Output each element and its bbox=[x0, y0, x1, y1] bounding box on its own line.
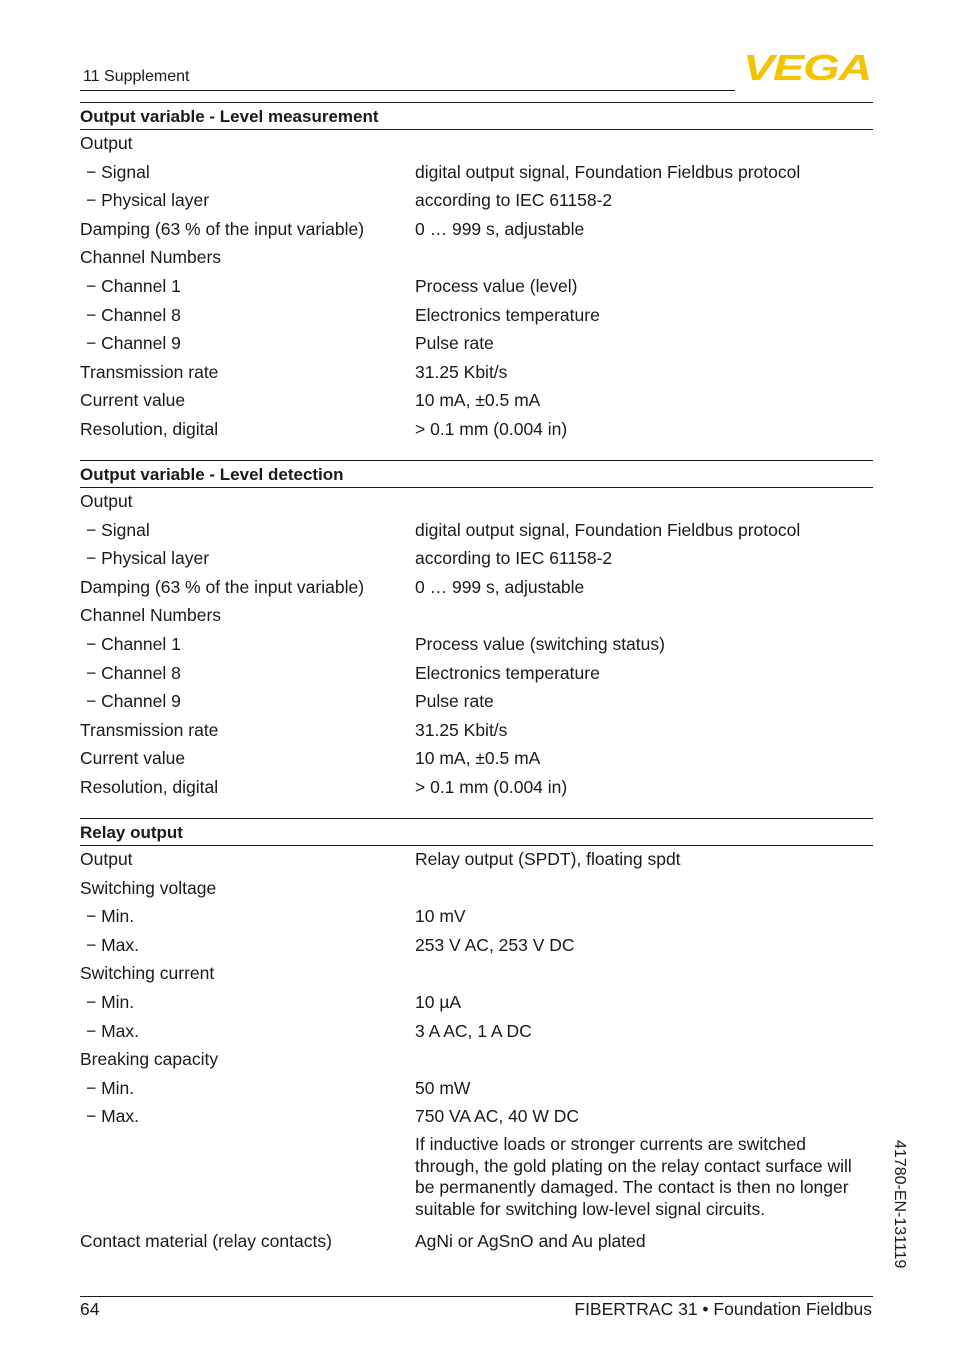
spec-value: digital output signal, Foundation Fieldbus protocol bbox=[415, 162, 801, 182]
spec-row bbox=[80, 244, 873, 272]
spec-value: 10 mA, ±0.5 mA bbox=[415, 748, 541, 768]
spec-label: Resolution, digital bbox=[80, 419, 219, 439]
document-id: 41780-EN-131119 bbox=[891, 1140, 908, 1269]
spec-label: Output bbox=[80, 849, 133, 869]
spec-row bbox=[80, 187, 873, 215]
spec-label: Output bbox=[80, 491, 133, 511]
spec-value: digital output signal, Foundation Fieldbus protocol bbox=[415, 520, 801, 540]
footer-rule bbox=[80, 1296, 873, 1297]
spec-row bbox=[80, 130, 873, 158]
header-rule bbox=[80, 90, 735, 91]
spec-value: 10 mV bbox=[415, 906, 466, 926]
spec-label: − Max. bbox=[86, 935, 140, 955]
spec-value: 0 … 999 s, adjustable bbox=[415, 577, 585, 597]
spec-row bbox=[80, 1103, 873, 1131]
spec-label: − Min. bbox=[86, 1078, 135, 1098]
spec-row bbox=[80, 517, 873, 545]
spec-value: according to IEC 61158-2 bbox=[415, 190, 613, 210]
spec-label: − Max. bbox=[86, 1021, 140, 1041]
spec-row bbox=[80, 602, 873, 630]
spec-row bbox=[80, 960, 873, 988]
spec-label: Resolution, digital bbox=[80, 777, 219, 797]
spec-row bbox=[80, 989, 873, 1017]
spec-value: Electronics temperature bbox=[415, 663, 600, 683]
spec-value: AgNi or AgSnO and Au plated bbox=[415, 1231, 646, 1251]
spec-row bbox=[80, 416, 873, 444]
spec-row bbox=[80, 574, 873, 602]
document-title: FIBERTRAC 31 • Foundation Fieldbus bbox=[574, 1299, 872, 1319]
spec-value: Process value (level) bbox=[415, 276, 578, 296]
spec-label: − Physical layer bbox=[86, 548, 210, 568]
spec-row bbox=[80, 688, 873, 716]
spec-row bbox=[80, 846, 873, 874]
spec-label: Switching current bbox=[80, 963, 215, 983]
spec-label: Switching voltage bbox=[80, 878, 217, 898]
spec-value: 10 µA bbox=[415, 992, 462, 1012]
spec-label: Output bbox=[80, 133, 133, 153]
spec-row bbox=[80, 387, 873, 415]
spec-label: Transmission rate bbox=[80, 362, 219, 382]
spec-row bbox=[80, 1075, 873, 1103]
spec-label: Channel Numbers bbox=[80, 247, 222, 267]
spec-row bbox=[80, 216, 873, 244]
spec-label: − Physical layer bbox=[86, 190, 210, 210]
spec-label: − Max. bbox=[86, 1106, 140, 1126]
spec-value: 31.25 Kbit/s bbox=[415, 362, 508, 382]
spec-label: Current value bbox=[80, 390, 186, 410]
spec-row bbox=[80, 660, 873, 688]
spec-row bbox=[80, 717, 873, 745]
spec-label: Channel Numbers bbox=[80, 605, 222, 625]
spec-row bbox=[80, 903, 873, 931]
spec-value: Pulse rate bbox=[415, 691, 494, 711]
section-title: Output variable - Level detection bbox=[80, 465, 344, 484]
spec-value: Electronics temperature bbox=[415, 305, 600, 325]
page-number: 64 bbox=[80, 1299, 100, 1319]
spec-row bbox=[80, 1228, 873, 1256]
spec-row bbox=[80, 932, 873, 960]
relay-note: If inductive loads or stronger currents are switched through, the gold plating on the relay contact surface will be permanently damaged. The contact is then no longer suitable for switching low-level signal circuits. bbox=[415, 1134, 852, 1219]
spec-value: Process value (switching status) bbox=[415, 634, 665, 654]
spec-label: − Channel 9 bbox=[86, 691, 181, 711]
spec-label: − Min. bbox=[86, 906, 135, 926]
spec-label: Damping (63 % of the input variable) bbox=[80, 219, 365, 239]
spec-value: 750 VA AC, 40 W DC bbox=[415, 1106, 580, 1126]
spec-value: > 0.1 mm (0.004 in) bbox=[415, 777, 568, 797]
section-header bbox=[80, 818, 873, 846]
spec-row bbox=[80, 159, 873, 187]
spec-row bbox=[80, 359, 873, 387]
spec-row bbox=[80, 875, 873, 903]
header-section-label: 11 Supplement bbox=[83, 68, 190, 85]
spec-label: Current value bbox=[80, 748, 186, 768]
spec-value: 50 mW bbox=[415, 1078, 471, 1098]
spec-row bbox=[80, 302, 873, 330]
section-title: Relay output bbox=[80, 823, 183, 842]
spec-value: 0 … 999 s, adjustable bbox=[415, 219, 585, 239]
spec-label: − Signal bbox=[86, 162, 150, 182]
spec-row bbox=[80, 745, 873, 773]
spec-label: − Channel 9 bbox=[86, 333, 181, 353]
spec-row bbox=[80, 545, 873, 573]
spec-value: Pulse rate bbox=[415, 333, 494, 353]
spec-value: > 0.1 mm (0.004 in) bbox=[415, 419, 568, 439]
spec-label: − Min. bbox=[86, 992, 135, 1012]
spec-value: 253 V AC, 253 V DC bbox=[415, 935, 575, 955]
spec-row bbox=[80, 330, 873, 358]
spec-label: Breaking capacity bbox=[80, 1049, 219, 1069]
spec-row bbox=[80, 273, 873, 301]
spec-row bbox=[80, 631, 873, 659]
spec-value: 31.25 Kbit/s bbox=[415, 720, 508, 740]
spec-row bbox=[80, 774, 873, 802]
spec-label: Transmission rate bbox=[80, 720, 219, 740]
spec-label: − Signal bbox=[86, 520, 150, 540]
spec-label: − Channel 1 bbox=[86, 634, 181, 654]
spec-value: 3 A AC, 1 A DC bbox=[415, 1021, 532, 1041]
vega-logo bbox=[742, 52, 872, 82]
spec-row bbox=[80, 1018, 873, 1046]
spec-row bbox=[80, 1046, 873, 1074]
spec-label: − Channel 1 bbox=[86, 276, 181, 296]
spec-label: − Channel 8 bbox=[86, 663, 181, 683]
spec-value: 10 mA, ±0.5 mA bbox=[415, 390, 541, 410]
spec-label: Damping (63 % of the input variable) bbox=[80, 577, 365, 597]
section-header bbox=[80, 102, 873, 130]
spec-label: − Channel 8 bbox=[86, 305, 181, 325]
spec-label: Contact material (relay contacts) bbox=[80, 1231, 332, 1251]
spec-value: according to IEC 61158-2 bbox=[415, 548, 613, 568]
section-header bbox=[80, 460, 873, 488]
section-title: Output variable - Level measurement bbox=[80, 107, 379, 126]
spec-row bbox=[80, 488, 873, 516]
spec-value: Relay output (SPDT), floating spdt bbox=[415, 849, 681, 869]
svg-text:VEGA: VEGA bbox=[743, 52, 871, 82]
